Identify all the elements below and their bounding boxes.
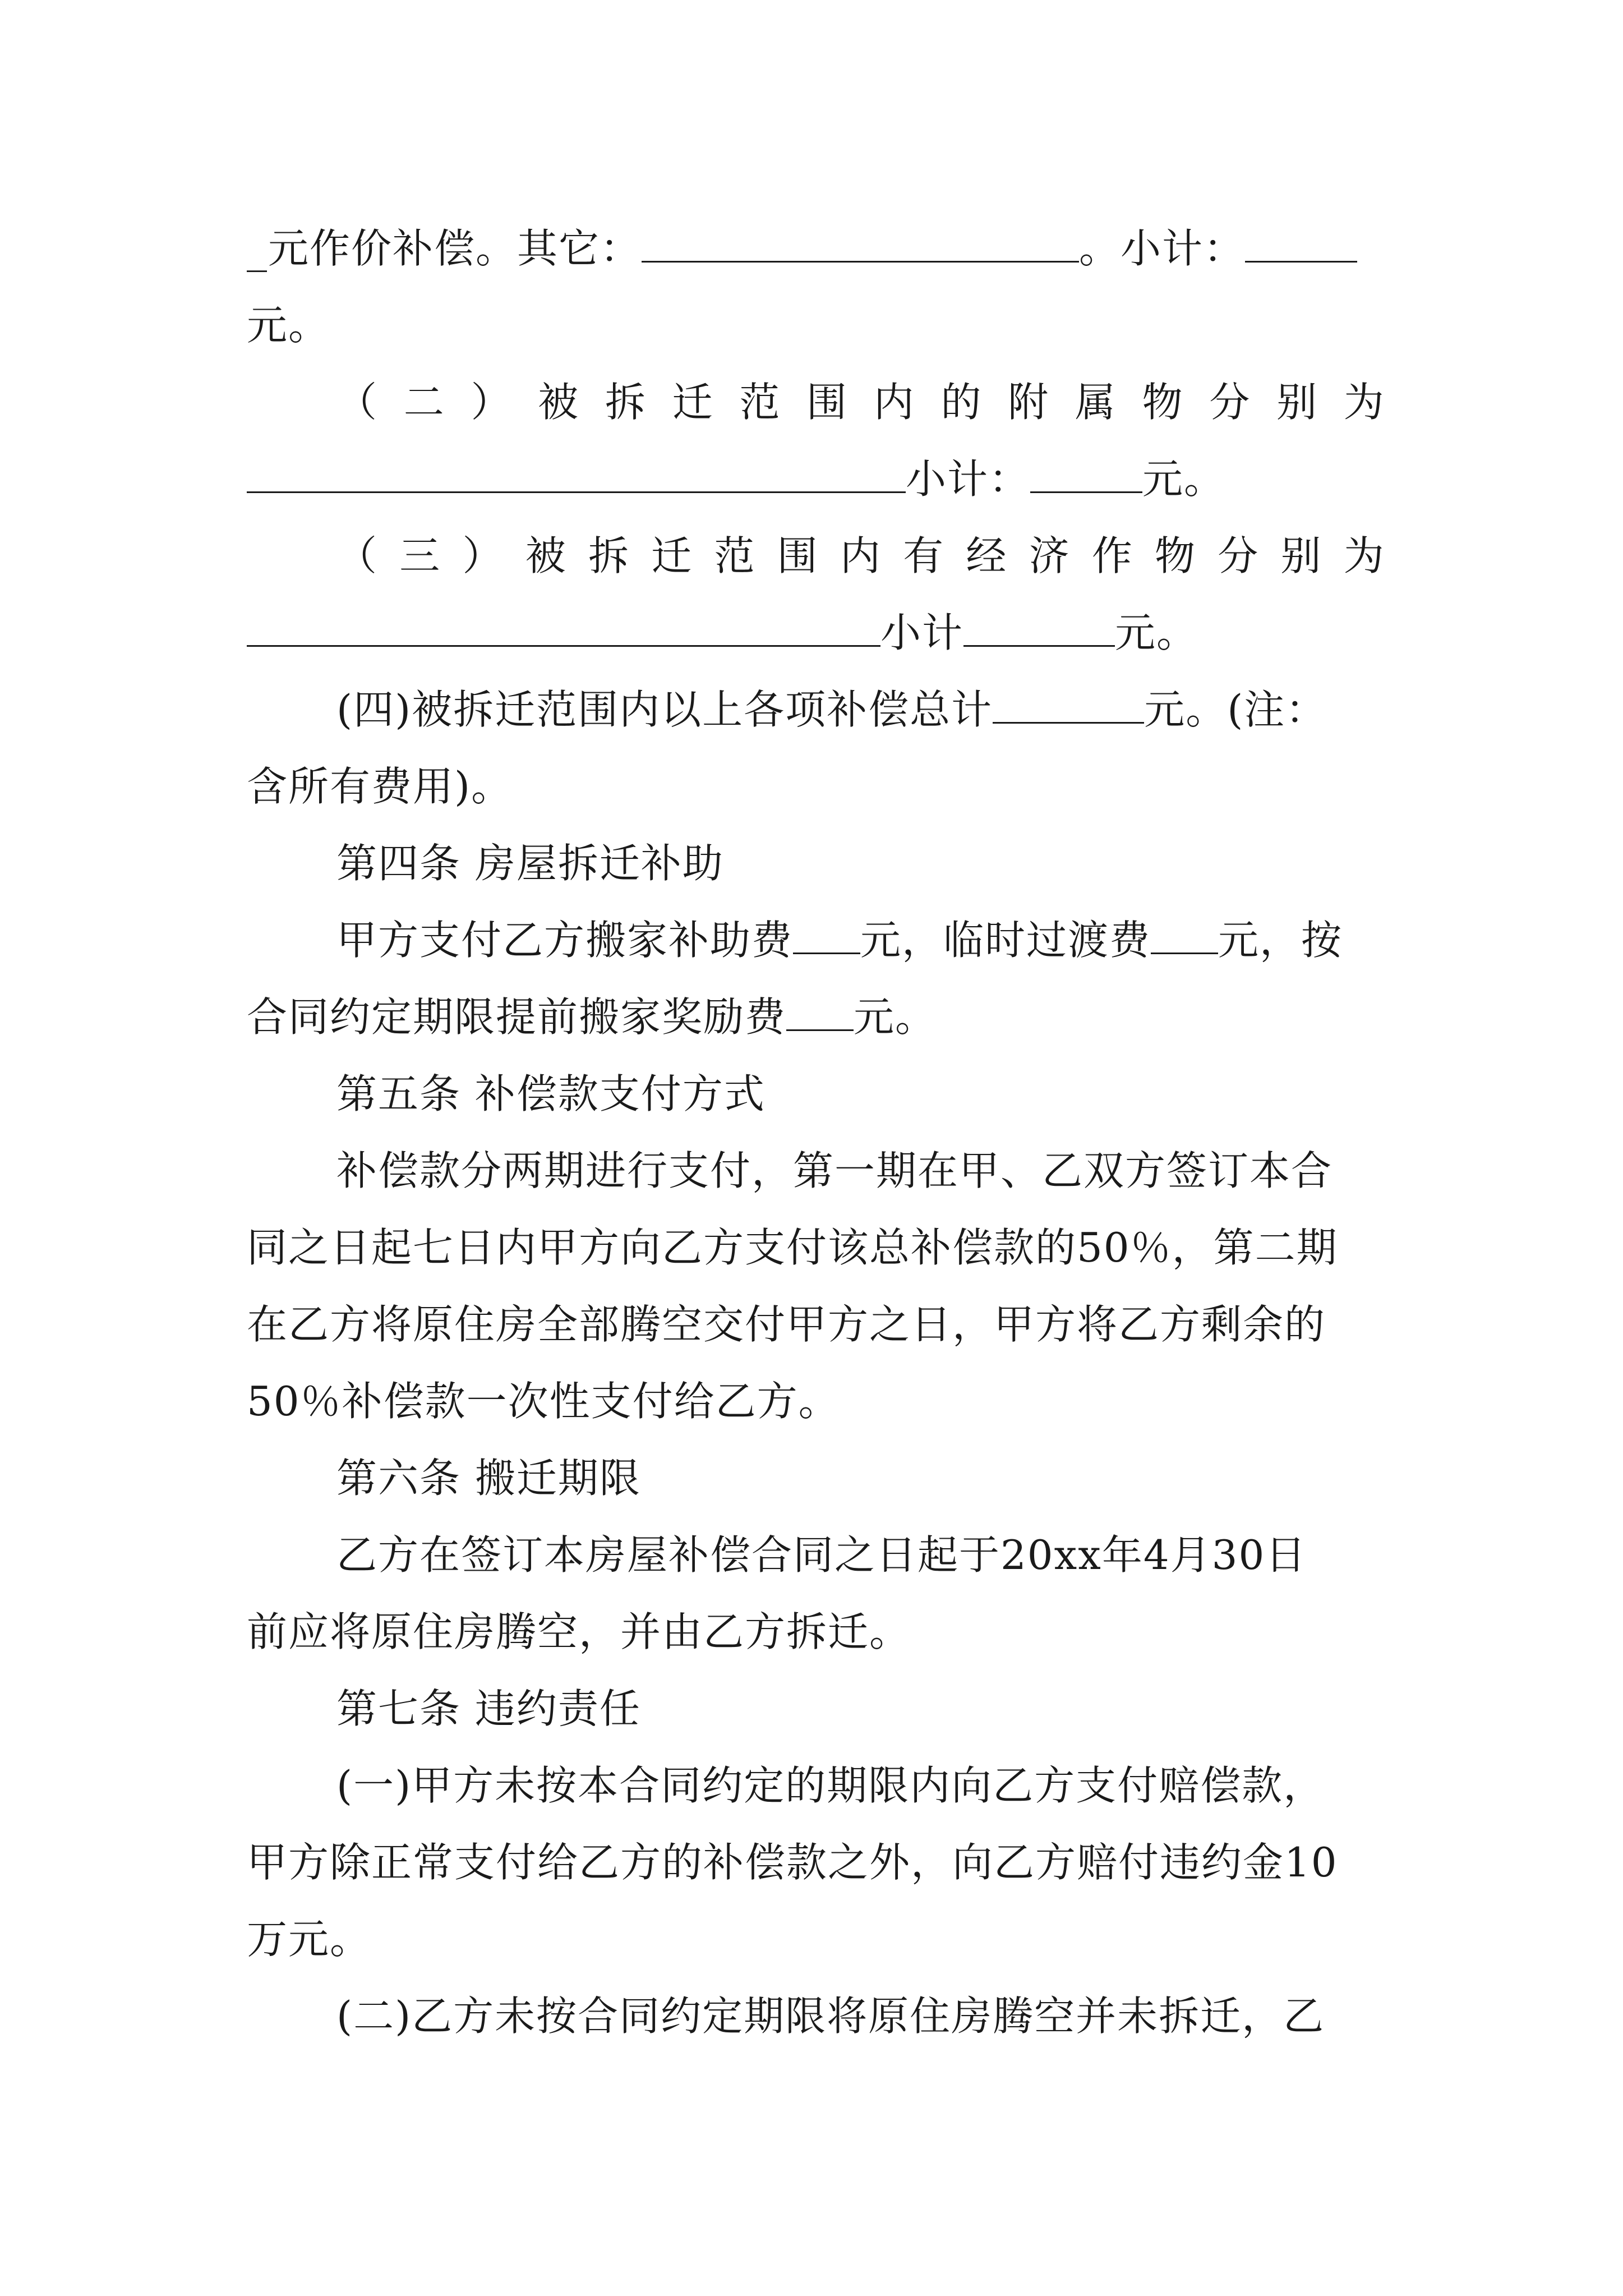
- fill-in-blank: [793, 913, 860, 954]
- text-line: (二)乙方未按合同约定期限将原住房腾空并未拆迁，乙: [336, 1993, 1325, 2040]
- text-char: （: [336, 532, 379, 579]
- text-segment: 小计：: [906, 455, 1031, 503]
- text-line: [247, 595, 1385, 671]
- text-char: 拆: [588, 532, 630, 579]
- text-line: 乙方在签订本房屋补偿合同之日起于20xx年4月30日: [336, 1531, 1307, 1579]
- text-char: 为: [1343, 379, 1385, 426]
- text-line: 含所有费用)。: [247, 763, 513, 810]
- text-line: 在乙方将原住房全部腾空交付甲方之日，甲方将乙方剩余的: [247, 1301, 1326, 1348]
- text-line: [247, 979, 1385, 1056]
- fill-in-blank: [247, 606, 880, 647]
- text-char: 二: [403, 379, 445, 426]
- fill-in-blank: [963, 606, 1115, 647]
- text-line: [247, 518, 1385, 595]
- text-line: 补偿款分两期进行支付，第一期在甲、乙双方签订本合: [336, 1147, 1333, 1194]
- fill-in-blank: [642, 222, 1079, 263]
- text-line: [247, 210, 1385, 287]
- text-char: 拆: [605, 379, 647, 426]
- text-char: 迁: [672, 379, 714, 426]
- fill-in-blank: [247, 452, 906, 493]
- text-char: 被: [525, 532, 567, 579]
- text-line: 同之日起七日内甲方向乙方支付该总补偿款的50％，第二期: [247, 1224, 1338, 1271]
- text-char: ）: [462, 532, 504, 579]
- text-line: 元。: [247, 302, 330, 349]
- text-line: [247, 902, 1385, 979]
- text-char: 别: [1280, 532, 1322, 579]
- text-char: 附: [1008, 379, 1050, 426]
- text-char: 围: [806, 379, 849, 426]
- text-char: 别: [1276, 379, 1318, 426]
- text-char: 范: [739, 379, 781, 426]
- text-char: 有: [903, 532, 945, 579]
- text-line: 甲方除正常支付给乙方的补偿款之外，向乙方赔付违约金10: [247, 1839, 1338, 1886]
- text-segment: 元，临时过渡费: [860, 917, 1151, 964]
- text-char: 内: [873, 379, 915, 426]
- text-line: 第六条 搬迁期限: [336, 1455, 641, 1502]
- text-segment: (四)被拆迁范围内以上各项补偿总计: [336, 686, 993, 733]
- fill-in-blank: [1245, 222, 1357, 263]
- text-char: 范: [714, 532, 756, 579]
- text-char: 分: [1209, 379, 1251, 426]
- text-line: 第五条 补偿款支付方式: [336, 1070, 766, 1117]
- text-segment: 元。: [854, 993, 937, 1041]
- text-segment: 元。: [1142, 455, 1226, 503]
- document-body: [247, 210, 1385, 2055]
- text-segment: 元。(注：: [1144, 686, 1327, 733]
- text-line: 第四条 房屋拆迁补助: [336, 840, 724, 887]
- text-line: 万元。: [247, 1916, 372, 1963]
- text-line: [247, 364, 1385, 441]
- text-segment: _元作价补偿。其它：: [247, 225, 642, 272]
- text-char: 分: [1218, 532, 1260, 579]
- fill-in-blank: [993, 683, 1144, 724]
- text-line: (一)甲方未按本合同约定的期限内向乙方支付赔偿款，: [336, 1762, 1325, 1809]
- text-char: 围: [777, 532, 819, 579]
- text-line: 第七条 违约责任: [336, 1685, 641, 1732]
- text-segment: 甲方支付乙方搬家补助费: [336, 917, 794, 964]
- text-char: 为: [1343, 532, 1385, 579]
- text-char: 内: [840, 532, 882, 579]
- fill-in-blank: [1151, 913, 1218, 954]
- text-char: （: [336, 379, 379, 426]
- text-char: 属: [1075, 379, 1117, 426]
- fill-in-blank: [1030, 452, 1142, 493]
- text-segment: 元，按: [1218, 917, 1343, 964]
- text-line: [247, 671, 1385, 748]
- text-char: 物: [1155, 532, 1197, 579]
- text-line: 50％补偿款一次性支付给乙方。: [247, 1378, 840, 1425]
- text-segment: 元。: [1115, 609, 1198, 656]
- text-line: [247, 441, 1385, 518]
- text-char: ）: [471, 379, 513, 426]
- text-line: 前应将原住房腾空，并由乙方拆迁。: [247, 1608, 911, 1655]
- text-char: 物: [1142, 379, 1184, 426]
- text-char: 三: [399, 532, 441, 579]
- text-char: 被: [538, 379, 580, 426]
- text-char: 迁: [651, 532, 693, 579]
- text-segment: 小计: [880, 609, 964, 656]
- fill-in-blank: [786, 990, 854, 1031]
- text-segment: 合同约定期限提前搬家奖励费: [247, 993, 787, 1041]
- text-char: 的: [940, 379, 983, 426]
- text-char: 济: [1029, 532, 1071, 579]
- text-char: 作: [1091, 532, 1133, 579]
- text-char: 经: [966, 532, 1008, 579]
- text-segment: 。小计：: [1079, 225, 1246, 272]
